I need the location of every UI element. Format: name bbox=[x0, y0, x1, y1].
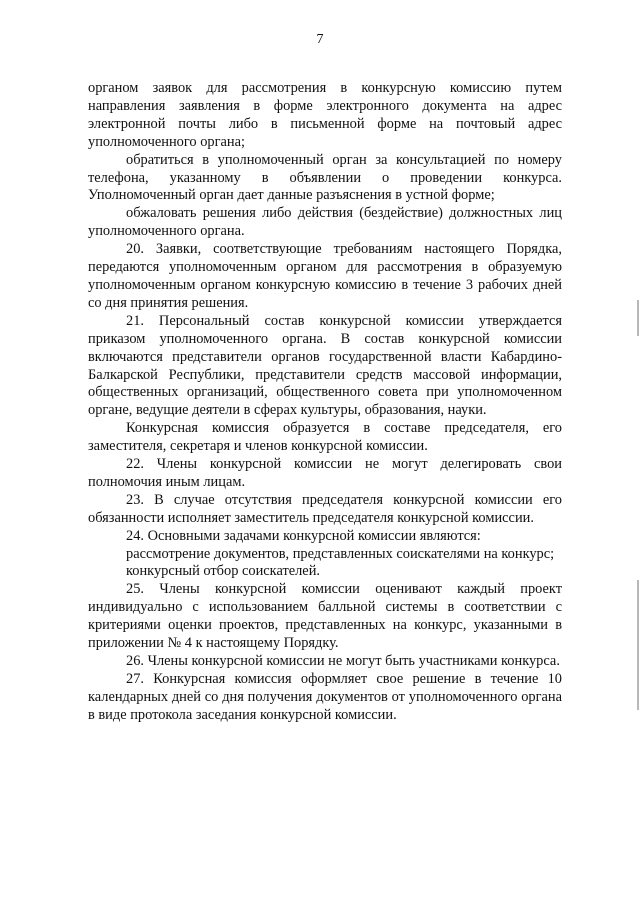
document-body bbox=[88, 80, 562, 725]
paragraph-23: 23. В случае отсутствия председателя конкурсной комиссии его обязанности исполняет заместитель председателя конкурсной комиссии. bbox=[88, 491, 562, 526]
paragraph-24: 24. Основными задачами конкурсной комиссии являются: bbox=[126, 527, 481, 544]
page-number: 7 bbox=[316, 32, 324, 47]
paragraph-25: 25. Члены конкурсной комиссии оценивают каждый проект индивидуально с использованием балльной системы в соответствии с критериями оценки проектов, представленных на конкурс, указанными в приложении № 4 к настоящему Порядку. bbox=[88, 581, 562, 652]
scan-edge-mark bbox=[637, 580, 639, 710]
paragraph-appeal: обжаловать решения либо действия (бездействие) должностных лиц уполномоченного органа. bbox=[88, 205, 562, 240]
paragraph-20: 20. Заявки, соответствующие требованиям настоящего Порядка, передаются уполномоченным органом для рассмотрения в образуемую уполномоченным органом конкурсную комиссию в течение 3 рабочих дней со дня принятия решения. bbox=[88, 241, 562, 311]
paragraph-26: 26. Члены конкурсной комиссии не могут быть участниками конкурса. bbox=[126, 653, 560, 669]
paragraph-22: 22. Члены конкурсной комиссии не могут делегировать свои полномочия иным лицам. bbox=[88, 456, 562, 490]
paragraph-21: 21. Персональный состав конкурсной комиссии утверждается приказом уполномоченного органа. В состав конкурсной комиссии включаются представители органов государственной власти Кабардино-Балкарской Республики, представители средств массовой информации, общественных организаций, общественного совета при уполномоченном органе, ведущие деятели в сферах культуры, образования, науки. bbox=[88, 312, 562, 419]
paragraph-24-selection: конкурсный отбор соискателей. bbox=[126, 563, 320, 580]
paragraph-27: 27. Конкурсная комиссия оформляет свое решение в течение 10 календарных дней со дня получения документов от уполномоченного органа в виде протокола заседания конкурсной комиссии. bbox=[88, 670, 562, 723]
paragraph-commission-composition: Конкурсная комиссия образуется в составе председателя, его заместителя, секретаря и членов конкурсной комиссии. bbox=[88, 420, 562, 455]
paragraph-consultation: обратиться в уполномоченный орган за консультацией по номеру телефона, указанному в объявлении о проведении конкурса. Уполномоченный орган дает данные разъяснения в устной форме; bbox=[88, 151, 562, 204]
paragraph-continuation: органом заявок для рассмотрения в конкурсную комиссию путем направления заявления в форме электронного документа на адрес электронной почты либо в письменной форме на почтовый адрес уполномоченного органа; bbox=[88, 80, 562, 150]
paragraph-24-review: рассмотрение документов, представленных соискателями на конкурс; bbox=[126, 545, 555, 562]
scan-edge-mark bbox=[637, 300, 639, 336]
